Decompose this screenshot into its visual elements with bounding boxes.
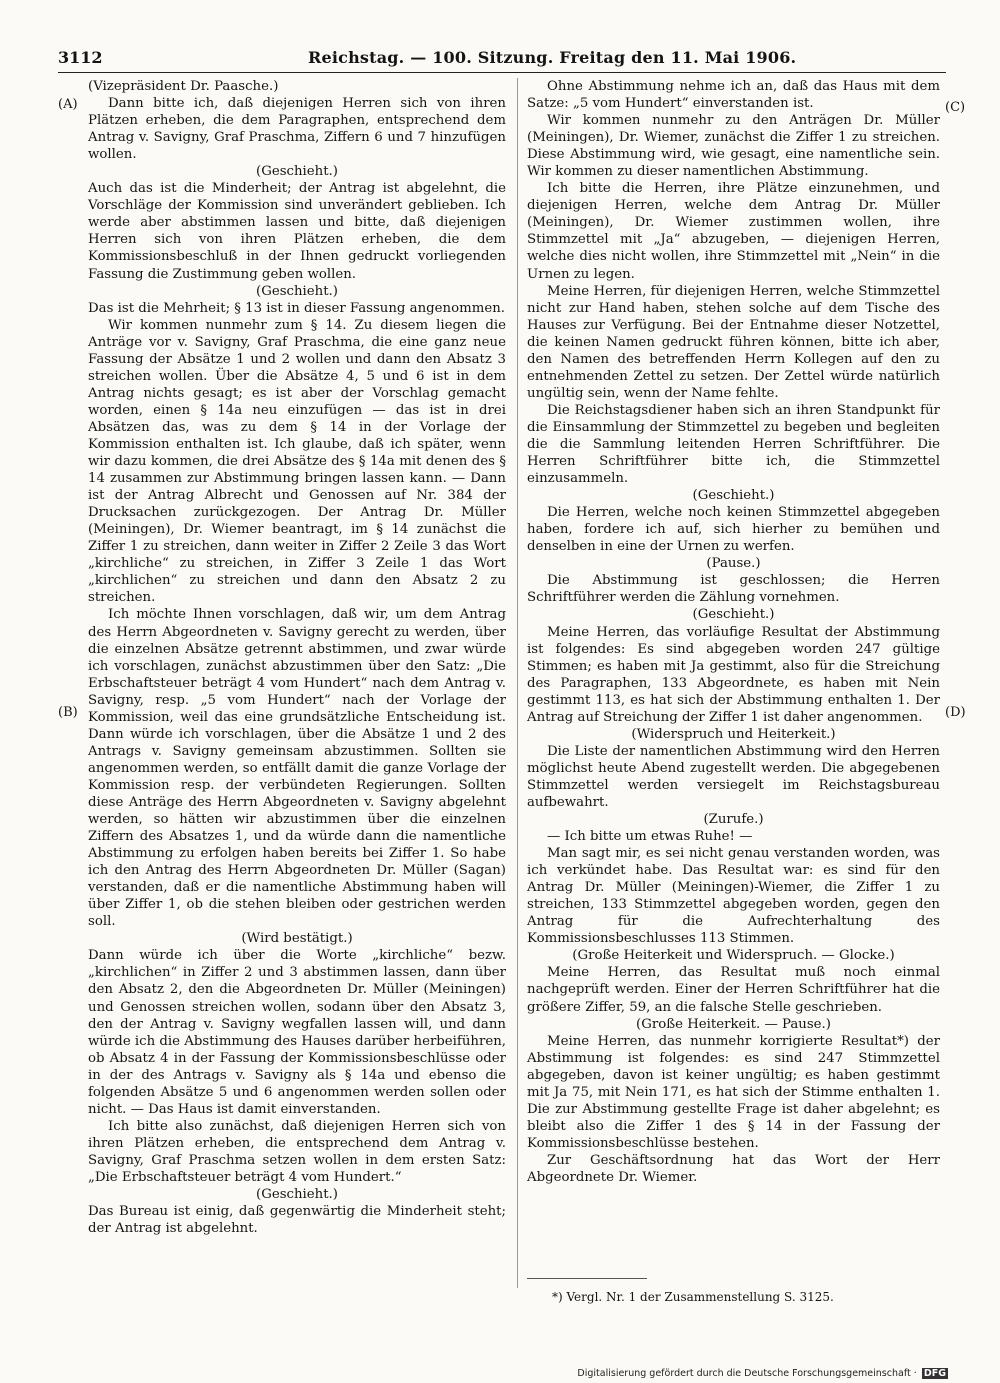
paragraph: Dann würde ich über die Worte „kirchliche“ bezw. „kirchlichen“ in Ziffer 2 und 3 abstimmen lassen, dann über den Absatz 2, den die Abgeordneten Dr. Müller (Meiningen) und Genossen streichen wollen, sodann über den Absatz 3, den der Antrag v. Savigny wegfallen lassen will, und dann würde ich die Abstimmung des Hauses darüber herbeiführen, ob Absatz 4 in der Fassung der Kommissionsbeschlüsse oder in der des Antrags v. Savigny als § 14a und ebenso die folgenden Absätze 5 und 6 angenommen werden sollen oder nicht. — Das Haus ist damit einverstanden. xyxy=(88,948,506,1117)
stage-direction: (Widerspruch und Heiterkeit.) xyxy=(631,726,836,742)
paragraph: Meine Herren, für diejenigen Herren, welche Stimmzettel nicht zur Hand haben, stehen solche auf dem Tische des Hauses zur Verfügung. Bei der Entnahme dieser Notzettel, die keinen Namen gedruckt führen können, bitte ich aber, den Namen des betreffenden Herrn Kollegen auf den zu entnehmenden Zettel zu setzen. Der Zettel würde natürlich ungültig sein, wenn der Name fehlte. xyxy=(527,283,940,401)
paragraph: Zur Geschäftsordnung hat das Wort der Herr Abgeordnete Dr. Wiemer. xyxy=(527,1152,940,1185)
paragraph: Ich bitte die Herren, ihre Plätze einzunehmen, und diejenigen Herren, welche dem Antrag Dr. Müller (Meiningen), Dr. Wiemer zustimmen wollen, ihre Stimmzettel mit „Ja“ abzugeben, — diejenigen Herren, welche dies nicht wollen, ihre Stimmzettel mit „Nein“ in die Urnen zu legen. xyxy=(527,181,940,282)
credit-text: Digitalisierung gefördert durch die Deutsche Forschungsgemeinschaft xyxy=(577,1368,911,1379)
stage-direction: (Geschieht.) xyxy=(256,164,338,180)
paragraph: Die Abstimmung ist geschlossen; die Herren Schriftführer werden die Zählung vornehmen. xyxy=(527,573,940,606)
page-number: 3112 xyxy=(58,48,103,67)
header-rule xyxy=(58,72,946,73)
paragraph: Das Bureau ist einig, daß gegenwärtig die Minderheit steht; der Antrag ist abgelehnt. xyxy=(88,1204,506,1237)
paragraph: Dann bitte ich, daß diejenigen Herren sich von ihren Plätzen erheben, die dem Paragraphen, entsprechend dem Antrag v. Savigny, Graf Praschma, Ziffern 6 und 7 hinzufügen wollen. xyxy=(88,96,506,163)
stage-direction: (Geschieht.) xyxy=(692,607,775,623)
paragraph: Wir kommen nunmehr zu den Anträgen Dr. Müller (Meiningen), Dr. Wiemer, zunächst die Ziffer 1 zu streichen. Diese Abstimmung wird, wie gesagt, eine namentliche sein. Wir kommen zu dieser namentlichen Abstimmung. xyxy=(527,113,940,180)
stage-direction: (Pause.) xyxy=(706,556,761,572)
paragraph: Die Liste der namentlichen Abstimmung wird den Herren möglichst heute Abend zugestellt werden. Die abgegebenen Stimmzettel werden versiegelt im Reichstagsbureau aufbewahrt. xyxy=(527,743,940,810)
paragraph: Das ist die Mehrheit; § 13 ist in dieser Fassung angenommen. xyxy=(88,300,505,316)
paragraph: (Vizepräsident Dr. Paasche.) xyxy=(88,79,279,94)
stage-direction: (Geschieht.) xyxy=(256,283,338,299)
paragraph: Meine Herren, das nunmehr korrigierte Resultat*) der Abstimmung ist folgendes: es sind 247 Stimmzettel abgegeben, davon ist keiner ungültig; es haben gestimmt mit Ja 75, mit Nein 171, es hat sich der Stimme enthalten 1. Die zur Abstimmung gestellte Frage ist daher abgelehnt; es bleibt also die Ziffer 1 des § 14 in der Fassung der Kommissionsbeschlüsse bestehen. xyxy=(527,1033,940,1151)
running-title: Reichstag. — 100. Sitzung. Freitag den 11. Mai 1906. xyxy=(308,48,797,67)
margin-marker-c: (C) xyxy=(945,100,966,115)
paragraph: — Ich bitte um etwas Ruhe! — xyxy=(547,829,753,845)
paragraph: Man sagt mir, es sei nicht genau verstanden worden, was ich verkündet habe. Das Resultat war: es sind für den Antrag Dr. Müller (Meiningen)-Wiemer, die Ziffer 1 zu streichen, 133 Stimmzettel abgegeben worden, gegen den Antrag für die Aufrechterhaltung des Kommissionsbeschlusses 113 Stimmen. xyxy=(527,846,940,947)
left-text-column xyxy=(88,78,506,1237)
margin-marker-b: (B) xyxy=(58,705,78,720)
paragraph: Ich bitte also zunächst, daß diejenigen Herren sich von ihren Plätzen erheben, die entsprechend dem Antrag v. Savigny, Graf Praschma setzen wollen in dem ersten Satz: „Die Erbschaftsteuer beträgt 4 vom Hundert.“ xyxy=(88,1118,506,1185)
margin-marker-d: (D) xyxy=(945,705,966,720)
paragraph: Wir kommen nunmehr zum § 14. Zu diesem liegen die Anträge vor v. Savigny, Graf Praschma, die eine ganz neue Fassung der Absätze 1 und 2 wollen und dann den Absatz 3 streichen wollen. Über die Absätze 4, 5 und 6 ist in dem Antrag nichts gesagt; es ist aber der Vorschlag gemacht worden, einen § 14a neu einzufügen — das ist in drei Absätzen das, was zu dem § 14 in der Vorlage der Kommission enthalten ist. Ich glaube, daß ich später, wenn wir dazu kommen, die drei Absätze des § 14a mit denen des § 14 zusammen zur Abstimmung bringen lassen kann. — Dann ist der Antrag Albrecht und Genossen auf Nr. 384 der Drucksachen zurückgezogen. Der Antrag Dr. Müller (Meiningen), Dr. Wiemer beantragt, im § 14 zunächst die Ziffer 1 zu streichen, dann weiter in Ziffer 2 Zeile 3 das Wort „kirchliche“ zu streichen, in Ziffer 3 Zeile 1 das Wort „kirchlichen“ zu streichen und dann den Absatz 2 zu streichen. xyxy=(88,317,506,606)
column-divider xyxy=(517,78,518,1288)
paragraph: Ich möchte Ihnen vorschlagen, daß wir, um dem Antrag des Herrn Abgeordneten v. Savigny gerecht zu werden, über die einzelnen Absätze getrennt abstimmen, und zwar würde ich vorschlagen, zunächst abzustimmen über den Satz: „Die Erbschaftsteuer beträgt 4 vom Hundert“ nach dem Antrag v. Savigny, resp. „5 vom Hundert“ nach der Vorlage der Kommission, weil das eine grundsätzliche Entscheidung ist. Dann würde ich vorschlagen, über die Absätze 1 und 2 des Antrags v. Savigny gemeinsam abzustimmen. Sollten sie angenommen werden, so entfällt damit die ganze Vorlage der Kommission resp. der verbündeten Regierungen. Sollten diese Anträge des Herrn Abgeordneten v. Savigny abgelehnt werden, so hätten wir abzustimmen über die einzelnen Ziffern des Absatzes 1, und da würde dann die namentliche Abstimmung zu erfolgen haben bereits bei Ziffer 1. So habe ich den Antrag des Herrn Abgeordneten Dr. Müller (Sagan) verstanden, daß er die namentliche Abstimmung haben will über Ziffer 1, ob die stehen bleiben oder gestrichen werden soll. xyxy=(88,607,506,930)
stage-direction: (Geschieht.) xyxy=(256,1187,338,1203)
footnote-rule xyxy=(527,1278,647,1279)
footnote: *) Vergl. Nr. 1 der Zusammenstellung S. 3125. xyxy=(552,1290,834,1304)
stage-direction: (Große Heiterkeit. — Pause.) xyxy=(636,1016,831,1032)
paragraph: Auch das ist die Minderheit; der Antrag ist abgelehnt, die Vorschläge der Kommission sind unverändert geblieben. Ich werde aber abstimmen lassen und bitte, daß diejenigen Herren sich von ihren Plätzen erheben, die dem Kommissionsbeschluß in der Ihnen gedruckt vorliegenden Fassung die Zustimmung geben wollen. xyxy=(88,181,506,282)
running-header xyxy=(58,48,946,72)
dfg-logo: DFG xyxy=(923,1368,946,1379)
stage-direction: (Große Heiterkeit und Widerspruch. — Glocke.) xyxy=(572,948,895,964)
paragraph: Meine Herren, das vorläufige Resultat der Abstimmung ist folgendes: Es sind abgegeben worden 247 gültige Stimmen; es haben mit Ja gestimmt, also für die Streichung des Paragraphen, 133 Abgeordnete, es haben mit Nein gestimmt 113, es hat sich der Abstimmung enthalten 1. Der Antrag auf Streichung der Ziffer 1 ist daher angenommen. xyxy=(527,624,940,725)
paragraph: Ohne Abstimmung nehme ich an, daß das Haus mit dem Satze: „5 vom Hundert“ einverstanden ist. xyxy=(527,79,940,112)
stage-direction: (Zurufe.) xyxy=(703,812,764,828)
stage-direction: (Wird bestätigt.) xyxy=(241,931,353,947)
stage-direction: (Geschieht.) xyxy=(692,488,775,504)
right-text-column xyxy=(527,78,940,1186)
paragraph: Die Herren, welche noch keinen Stimmzettel abgegeben haben, fordere ich auf, sich hierher zu bemühen und denselben in eine der Urnen zu werfen. xyxy=(527,505,940,555)
margin-marker-a: (A) xyxy=(58,97,78,112)
paragraph: Meine Herren, das Resultat muß noch einmal nachgeprüft werden. Einer der Herren Schriftführer hat die größere Ziffer, 59, an die falsche Stelle geschrieben. xyxy=(527,965,940,1015)
paragraph: Die Reichstagsdiener haben sich an ihren Standpunkt für die Einsammlung der Stimmzettel zu begeben und begleiten die die Sammlung leitenden Herren Schriftführer. Die Herren Schriftführer bitte ich, die Stimmzettel einzusammeln. xyxy=(527,402,940,487)
digitization-credit: Digitalisierung gefördert durch die Deutsche Forschungsgemeinschaft · DFG xyxy=(577,1368,946,1379)
